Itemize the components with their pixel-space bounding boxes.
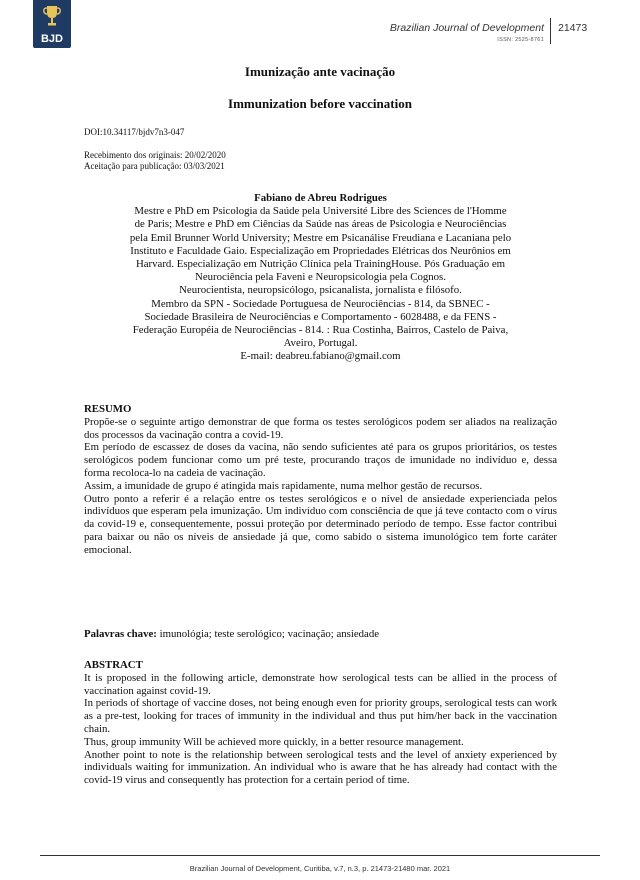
author-affiliation-line: pela Emil Brunner World University; Mestre em Psicanálise Freudiana e Lacaniana pelo — [129, 231, 512, 244]
page-number: 21473 — [558, 22, 588, 34]
resumo-heading: RESUMO — [84, 403, 132, 415]
author-affiliation-line: Neurocientista, neuropsicólogo, psicanalista, jornalista e filósofo. — [179, 284, 462, 297]
received-date: Recebimento dos originais: 20/02/2020 — [84, 150, 226, 160]
logo-text: BJD — [40, 33, 63, 45]
author-affiliation-line: Neurociência pela Faveni e Neuropsicologia pela Cognos. — [195, 271, 446, 284]
abstract-paragraph: In periods of shortage of vaccine doses, not being enough even for priority groups, serological tests can work as a pre-test, looking for traces of immunity in the individual and thus put him/her back in the vaccination chain. — [84, 697, 557, 735]
title-portuguese: Imunização ante vacinação — [244, 64, 396, 79]
doi: DOI:10.34117/bjdv7n3-047 — [84, 127, 185, 137]
journal-name: Brazilian Journal of Development — [389, 22, 544, 34]
author-affiliation-line: Membro da SPN - Sociedade Portuguesa de Neurociências - 814, da SBNEC - — [151, 297, 490, 310]
header-divider — [550, 18, 551, 44]
title-english: Immunization before vaccination — [228, 96, 412, 111]
author-affiliation-line: Harvard. Especialização em Nutrição Clínica pela TrainingHouse. Pós Graduação em — [135, 258, 506, 271]
abstract-paragraph: Another point to note is the relationship between serological tests and the level of anxiety experienced by individuals waiting for immunization. An individual who is aware that he has already had contact with the covid-19 virus and consequently has protection for a certain period of time. — [84, 748, 557, 787]
issn: ISSN: 2525-8761 — [497, 37, 544, 43]
resumo-paragraph: Assim, a imunidade de grupo é atingida mais rapidamente, numa melhor gestão de recursos. — [84, 479, 483, 492]
author-affiliation-line: Instituto e Faculdade Gaio. Especialização em Propriedades Elétricas dos Neurônios em — [130, 244, 511, 257]
author-affiliation-line: Federação Européia de Neurociências - 814. : Rua Costinha, Bairros, Castelo de Paiva, — [132, 324, 509, 337]
author-block — [84, 192, 557, 364]
abstract-section — [84, 659, 557, 787]
abstract-heading: ABSTRACT — [84, 659, 143, 671]
author-affiliation-line: Aveiro, Portugal. — [283, 337, 358, 350]
keywords — [84, 628, 557, 641]
keywords-text: imunológia; teste serológico; vacinação; ansiedade — [159, 628, 380, 640]
accepted-date: Aceitação para publicação: 03/03/2021 — [84, 161, 225, 171]
keywords-label: Palavras chave: — [84, 628, 157, 640]
trophy-icon — [42, 4, 62, 28]
footer-divider — [40, 855, 600, 856]
author-affiliation-line: de Paris; Mestre e PhD em Ciências da Saúde nas áreas de Psicologia e Neurociências — [134, 218, 507, 231]
author-name: Fabiano de Abreu Rodrigues — [254, 192, 387, 204]
resumo-paragraph: Propõe-se o seguinte artigo demonstrar de que forma os testes serológicos podem ser aliados na realização dos processos da vacinação contra a covid-19. — [84, 415, 557, 441]
author-affiliation-line: Sociedade Brasileira de Neurociências e Comportamento - 6028488, e da FENS - — [144, 310, 497, 323]
author-affiliation-line: Mestre e PhD em Psicologia da Saúde pela Université Libre des Sciences de l'Homme — [134, 205, 507, 218]
abstract-paragraph: It is proposed in the following article, demonstrate how serological tests can be allied in the process of vaccination against covid-19. — [84, 671, 557, 697]
journal-logo — [33, 0, 71, 48]
resumo-paragraph: Em período de escassez de doses da vacina, não sendo suficientes até para os grupos prioritários, os testes serológicos podem funcionar como um pré teste, procurando traços de imunidade no indivíduo e, dessa forma recoloca-lo na cadeia de vacinação. — [84, 441, 557, 479]
author-email: E-mail: deabreu.fabiano@gmail.com — [240, 350, 401, 363]
resumo-section — [84, 403, 557, 557]
abstract-paragraph: Thus, group immunity Will be achieved more quickly, in a better resource management. — [84, 735, 464, 748]
submission-dates — [84, 150, 226, 172]
resumo-paragraph: Outro ponto a referir é a relação entre os testes serológicos e o nível de ansiedade experienciada pelos indivíduos que esperam pela imunização. Um indivíduo com consciência de que já teve contacto com o vírus da covid-19 e, consequentemente, possui proteção por determinado período de tempo. Esse factor contribui para baixar ou não os níveis de ansiedade já que, como sabido o sistema imunológico tem forte caráter emocional. — [84, 492, 557, 556]
footer-citation: Brazilian Journal of Development, Curitiba, v.7, n.3, p. 21473-21480 mar. 2021 — [189, 864, 451, 873]
